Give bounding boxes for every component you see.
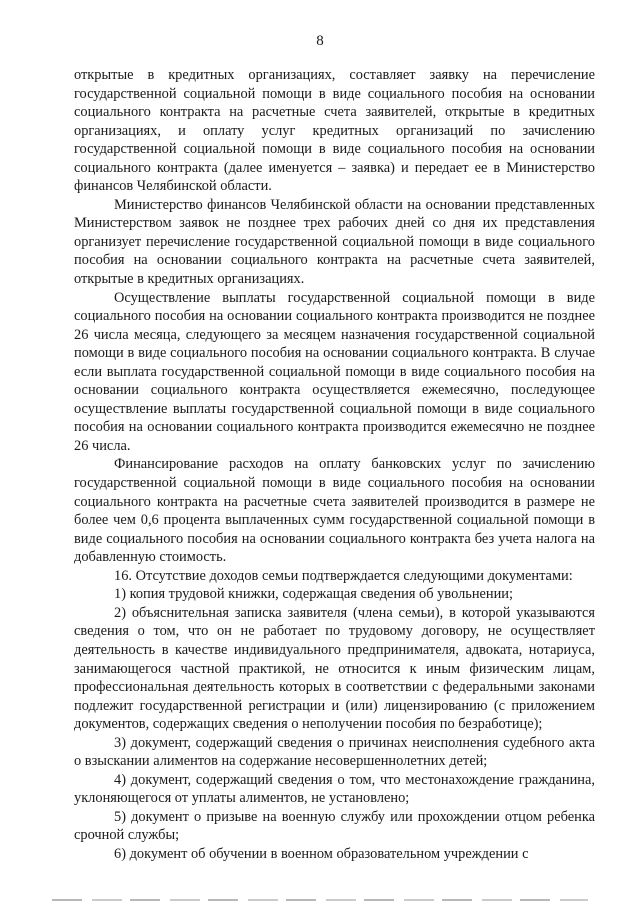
list-item-2: 2) объяснительная записка заявителя (члена семьи), в которой указываются сведения о том, что он не работает по трудовому договору, не осуществляет деятельность в качестве индивидуального предпринимателя, адвоката, нотариуса, занимающегося частной практикой, не относится к иным физическим лицам, профессиональная деятельность которых в соответствии с федеральными законами подлежит государственной регистрации и (или) лицензированию (с приложением документов, содержащих сведения о неполучении пособия по безработице); (74, 604, 595, 733)
list-item-5: 5) документ о призыве на военную службу или прохождении отцом ребенка срочной службы; (74, 808, 595, 844)
paragraph-payment-schedule: Осуществление выплаты государственной социальной помощи в виде социального пособия на основании социального контракта производится не позднее 26 числа месяца, следующего за месяцем назначения государственной социальной помощи в виде социального пособия на основании социального контракта. В случае если выплата государственной социальной помощи в виде социального пособия на основании социального контракта осуществляется ежемесячно, последующее осуществление выплаты государственной социальной помощи в виде социального пособия на основании социального контракта производится ежемесячно не позднее 26 числа. (74, 289, 595, 454)
list-item-6: 6) документ об обучении в военном образовательном учреждении с (114, 845, 529, 862)
list-item-4: 4) документ, содержащий сведения о том, что местонахождение гражданина, уклоняющегося от уплаты алиментов, не установлено; (74, 771, 595, 807)
paragraph-bank-fees: Финансирование расходов на оплату банковских услуг по зачислению государственной социальной помощи в виде социального пособия на основании социального контракта на расчетные счета заявителей производится в размере не более чем 0,6 процента выплаченных сумм государственной социальной помощи в виде социального пособия на основании социального контракта без учета налога на добавленную стоимость. (74, 456, 595, 566)
paragraph-ministry-of-finance: Министерство финансов Челябинской области на основании представленных Министерством заявок не позднее трех рабочих дней со дня их представления организует перечисление государственной социальной помощи в виде социального пособия на основании социального контракта на расчетные счета заявителей, открытые в кредитных организациях. (74, 196, 595, 288)
document-body (74, 66, 595, 864)
paragraph-item-16: 16. Отсутствие доходов семьи подтверждается следующими документами: (114, 567, 573, 584)
list-item-1: 1) копия трудовой книжки, содержащая сведения об увольнении; (114, 586, 514, 603)
list-item-3: 3) документ, содержащий сведения о причинах неисполнения судебного акта о взыскании алиментов на содержание несовершеннолетних детей; (74, 734, 595, 770)
paragraph-application-submission: открытые в кредитных организациях, составляет заявку на перечисление государственной социальной помощи в виде социального пособия на основании социального контракта на расчетные счета заявителей, открытые в кредитных организациях, и оплату услуг кредитных организаций по зачислению государственной социальной помощи в виде социального пособия на основании социального контракта (далее именуется – заявка) и передает ее в Министерство финансов Челябинской области. (74, 67, 595, 195)
scan-bottom-edge (52, 899, 588, 901)
page-number: 8 (316, 33, 324, 49)
